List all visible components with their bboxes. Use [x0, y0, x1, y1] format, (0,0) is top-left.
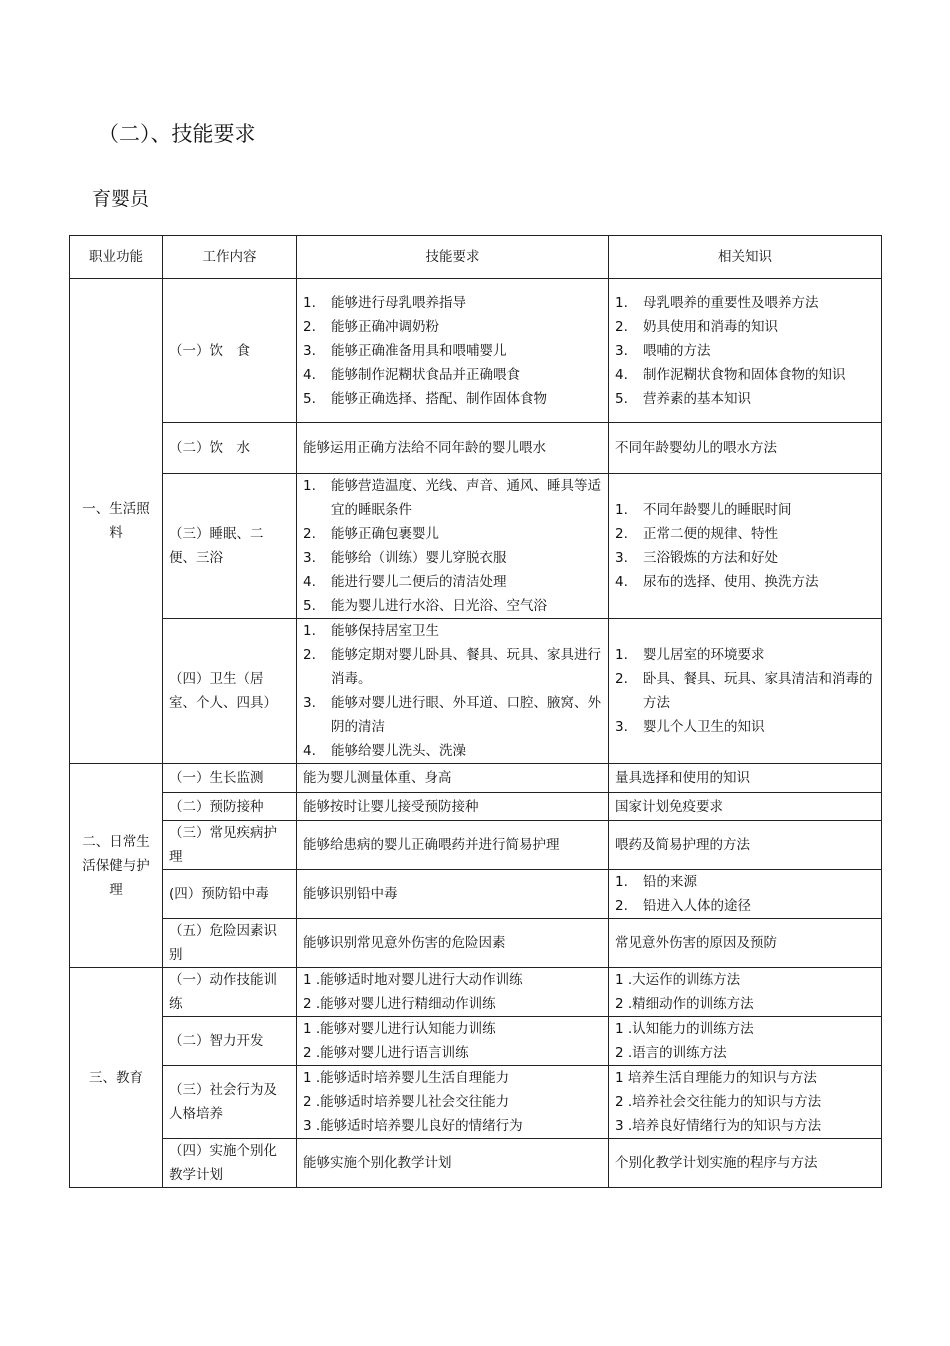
- list-item: [303, 339, 602, 363]
- item-text: 能够制作泥糊状食品并正确喂食: [331, 366, 520, 383]
- item-text: 能够正确冲调奶粉: [331, 318, 439, 335]
- skills-line: 2 .能够对婴儿进行精细动作训练: [303, 996, 496, 1012]
- header-content: 工作内容: [163, 236, 297, 279]
- header-function: 职业功能: [70, 236, 163, 279]
- item-text: 能够正确包裹婴儿: [331, 526, 439, 542]
- knowledge-cell: [609, 474, 882, 619]
- item-number: 2.: [303, 318, 316, 335]
- list-item: [615, 522, 875, 546]
- skills-cell: [297, 919, 609, 968]
- skills-cell: [297, 764, 609, 793]
- knowledge-text: 喂药及简易护理的方法: [615, 837, 750, 853]
- knowledge-text: 个别化教学计划实施的程序与方法: [615, 1155, 818, 1171]
- item-text: 能够进行母乳喂养指导: [331, 294, 466, 311]
- list-item: [615, 643, 875, 667]
- item-number: 2.: [303, 526, 316, 542]
- list-item: [303, 691, 602, 739]
- list-item: [615, 291, 875, 315]
- list-item: [303, 619, 602, 643]
- list-item: [615, 387, 875, 411]
- item-number: 4.: [303, 366, 316, 383]
- skills-text: 能够实施个别化教学计划: [303, 1155, 452, 1171]
- table-row: [70, 1066, 882, 1139]
- knowledge-line: 3 .培养良好情绪行为的知识与方法: [615, 1118, 822, 1134]
- item-number: 2.: [303, 647, 316, 663]
- skills-text: 能够识别铅中毒: [303, 886, 398, 902]
- item-text: 制作泥糊状食物和固体食物的知识: [643, 366, 846, 383]
- item-text: 能够保持居室卫生: [331, 623, 439, 639]
- knowledge-cell: [609, 423, 882, 474]
- list-item: [615, 570, 875, 594]
- content-cell: （一）生长监测: [163, 764, 297, 793]
- item-number: 3.: [303, 342, 316, 359]
- list-item: [615, 667, 875, 715]
- item-number: 4.: [303, 574, 316, 590]
- item-text: 卧具、餐具、玩具、家具清洁和消毒的方法: [643, 671, 873, 711]
- knowledge-list: [615, 498, 875, 594]
- item-text: 能为婴儿进行水浴、日光浴、空气浴: [331, 598, 547, 614]
- knowledge-cell: [609, 1139, 882, 1188]
- item-number: 2.: [615, 671, 628, 687]
- list-item: [615, 363, 875, 387]
- skills-cell: [297, 474, 609, 619]
- table-row: [70, 619, 882, 764]
- content-cell: （一）饮 食: [163, 279, 297, 423]
- table-row: [70, 1017, 882, 1066]
- item-text: 奶具使用和消毒的知识: [643, 318, 778, 335]
- knowledge-cell: [609, 870, 882, 919]
- item-text: 三浴锻炼的方法和好处: [643, 550, 778, 566]
- item-text: 母乳喂养的重要性及喂养方法: [643, 294, 819, 311]
- skills-text: 能为婴儿测量体重、身高: [303, 770, 452, 786]
- knowledge-list: [615, 870, 875, 918]
- skills-line: 2 .能够对婴儿进行语言训练: [303, 1045, 469, 1061]
- item-number: 1.: [303, 478, 316, 494]
- item-text: 喂哺的方法: [643, 342, 711, 359]
- item-text: 不同年龄婴儿的睡眠时间: [643, 502, 792, 518]
- content-cell: （四）实施个别化教学计划: [163, 1139, 297, 1188]
- skills-list: [303, 474, 602, 618]
- list-item: [303, 363, 602, 387]
- item-number: 3.: [615, 342, 628, 359]
- content-cell: (四）预防铅中毒: [163, 870, 297, 919]
- item-number: 4.: [615, 574, 628, 590]
- table-header-row: [70, 236, 882, 279]
- item-number: 3.: [615, 719, 628, 735]
- skills-cell: [297, 870, 609, 919]
- list-item: [615, 339, 875, 363]
- list-item: [303, 387, 602, 411]
- item-text: 能够给（训练）婴儿穿脱衣服: [331, 550, 507, 566]
- table-row: [70, 821, 882, 870]
- knowledge-text: 常见意外伤害的原因及预防: [615, 935, 777, 951]
- skills-line: 3 .能够适时培养婴儿良好的情绪行为: [303, 1118, 523, 1134]
- item-text: 能够给婴儿洗头、洗澡: [331, 743, 466, 759]
- item-text: 正常二便的规律、特性: [643, 526, 778, 542]
- knowledge-line: 2 .语言的训练方法: [615, 1045, 727, 1061]
- list-item: [303, 315, 602, 339]
- list-item: [615, 715, 875, 739]
- skills-text: 能够按时让婴儿接受预防接种: [303, 798, 479, 815]
- skills-line: 1 .能够对婴儿进行认知能力训练: [303, 1021, 496, 1037]
- item-number: 1.: [615, 647, 628, 663]
- knowledge-text: 国家计划免疫要求: [615, 798, 723, 815]
- knowledge-line: 1 .大运作的训练方法: [615, 972, 741, 988]
- skills-cell: [297, 279, 609, 423]
- knowledge-line: 1 培养生活自理能力的知识与方法: [615, 1070, 817, 1086]
- skills-line: 1 .能够适时培养婴儿生活自理能力: [303, 1070, 510, 1086]
- skills-cell: [297, 793, 609, 821]
- section-heading: （二）、技能要求: [98, 122, 256, 146]
- table-row: [70, 793, 882, 821]
- item-number: 4.: [303, 743, 316, 759]
- knowledge-cell: [609, 919, 882, 968]
- item-text: 能够营造温度、光线、声音、通风、睡具等适宜的睡眠条件: [331, 478, 601, 518]
- list-item: [303, 474, 602, 522]
- list-item: [303, 643, 602, 691]
- list-item: [303, 739, 602, 763]
- content-cell: （二）智力开发: [163, 1017, 297, 1066]
- item-number: 4.: [615, 366, 628, 383]
- list-item: [303, 570, 602, 594]
- knowledge-cell: [609, 1017, 882, 1066]
- item-number: 1.: [303, 294, 316, 311]
- content-cell: （三）睡眠、二便、三浴: [163, 474, 297, 619]
- table-row: [70, 423, 882, 474]
- item-number: 1.: [615, 502, 628, 518]
- item-text: 铅的来源: [643, 874, 697, 890]
- knowledge-line: 2 .精细动作的训练方法: [615, 996, 754, 1012]
- item-number: 3.: [303, 695, 316, 711]
- content-cell: （二）预防接种: [163, 793, 297, 821]
- knowledge-list: [615, 291, 875, 411]
- knowledge-cell: [609, 821, 882, 870]
- skills-cell: [297, 1066, 609, 1139]
- knowledge-cell: [609, 968, 882, 1017]
- table-row: [70, 279, 882, 423]
- item-text: 婴儿居室的环境要求: [643, 647, 765, 663]
- skills-text: 能够运用正确方法给不同年龄的婴儿喂水: [303, 440, 546, 456]
- content-cell: （五）危险因素识别: [163, 919, 297, 968]
- item-text: 尿布的选择、使用、换洗方法: [643, 574, 819, 590]
- content-cell: （三）社会行为及人格培养: [163, 1066, 297, 1139]
- occupation-title: 育婴员: [92, 188, 150, 210]
- table-row: [70, 870, 882, 919]
- knowledge-line: 1 .认知能力的训练方法: [615, 1021, 754, 1037]
- item-number: 1.: [303, 623, 316, 639]
- function-cell: 三、教育: [70, 968, 163, 1188]
- table-row: [70, 919, 882, 968]
- content-cell: （四）卫生（居室、个人、四具）: [163, 619, 297, 764]
- list-item: [303, 522, 602, 546]
- table-row: [70, 764, 882, 793]
- item-text: 铅进入人体的途径: [643, 898, 751, 914]
- table-row: [70, 474, 882, 619]
- skills-cell: [297, 821, 609, 870]
- knowledge-text: 量具选择和使用的知识: [615, 770, 750, 786]
- content-cell: （三）常见疾病护理: [163, 821, 297, 870]
- skills-list: [303, 291, 602, 411]
- knowledge-text: 不同年龄婴幼儿的喂水方法: [615, 440, 777, 456]
- list-item: [615, 870, 875, 894]
- list-item: [303, 546, 602, 570]
- item-text: 能进行婴儿二便后的清洁处理: [331, 574, 507, 590]
- item-number: 5.: [303, 598, 316, 614]
- skills-cell: [297, 1017, 609, 1066]
- item-number: 1.: [615, 294, 628, 311]
- skills-cell: [297, 1139, 609, 1188]
- list-item: [615, 546, 875, 570]
- item-text: 婴儿个人卫生的知识: [643, 719, 765, 735]
- item-number: 2.: [615, 898, 628, 914]
- item-text: 能够正确准备用具和喂哺婴儿: [331, 342, 507, 359]
- skills-cell: [297, 968, 609, 1017]
- item-text: 营养素的基本知识: [643, 390, 751, 407]
- skills-line: 2 .能够适时培养婴儿社会交往能力: [303, 1094, 510, 1110]
- knowledge-cell: [609, 619, 882, 764]
- list-item: [303, 291, 602, 315]
- list-item: [615, 498, 875, 522]
- item-text: 能够对婴儿进行眼、外耳道、口腔、腋窝、外阴的清洁: [331, 695, 601, 735]
- knowledge-cell: [609, 793, 882, 821]
- item-number: 5.: [303, 390, 316, 407]
- knowledge-cell: [609, 1066, 882, 1139]
- item-number: 1.: [615, 874, 628, 890]
- table-row: [70, 968, 882, 1017]
- item-number: 3.: [615, 550, 628, 566]
- function-cell: 二、日常生活保健与护理: [70, 764, 163, 968]
- item-number: 3.: [303, 550, 316, 566]
- header-knowledge: 相关知识: [609, 236, 882, 279]
- skills-line: 1 .能够适时地对婴儿进行大动作训练: [303, 972, 523, 988]
- skills-text: 能够识别常见意外伤害的危险因素: [303, 935, 506, 951]
- item-text: 能够定期对婴儿卧具、餐具、玩具、家具进行消毒。: [331, 647, 601, 687]
- item-number: 5.: [615, 390, 628, 407]
- skills-cell: [297, 619, 609, 764]
- skills-list: [303, 619, 602, 763]
- list-item: [615, 894, 875, 918]
- table-row: [70, 1139, 882, 1188]
- list-item: [615, 315, 875, 339]
- skills-table: [69, 235, 882, 1188]
- function-cell: 一、生活照料: [70, 279, 163, 764]
- item-number: 2.: [615, 526, 628, 542]
- header-skills: 技能要求: [297, 236, 609, 279]
- knowledge-cell: [609, 279, 882, 423]
- list-item: [303, 594, 602, 618]
- knowledge-list: [615, 643, 875, 739]
- item-number: 2.: [615, 318, 628, 335]
- content-cell: （一）动作技能训练: [163, 968, 297, 1017]
- skills-cell: [297, 423, 609, 474]
- knowledge-cell: [609, 764, 882, 793]
- content-cell: （二）饮 水: [163, 423, 297, 474]
- item-text: 能够正确选择、搭配、制作固体食物: [331, 390, 547, 407]
- skills-text: 能够给患病的婴儿正确喂药并进行简易护理: [303, 837, 560, 853]
- knowledge-line: 2 .培养社会交往能力的知识与方法: [615, 1094, 822, 1110]
